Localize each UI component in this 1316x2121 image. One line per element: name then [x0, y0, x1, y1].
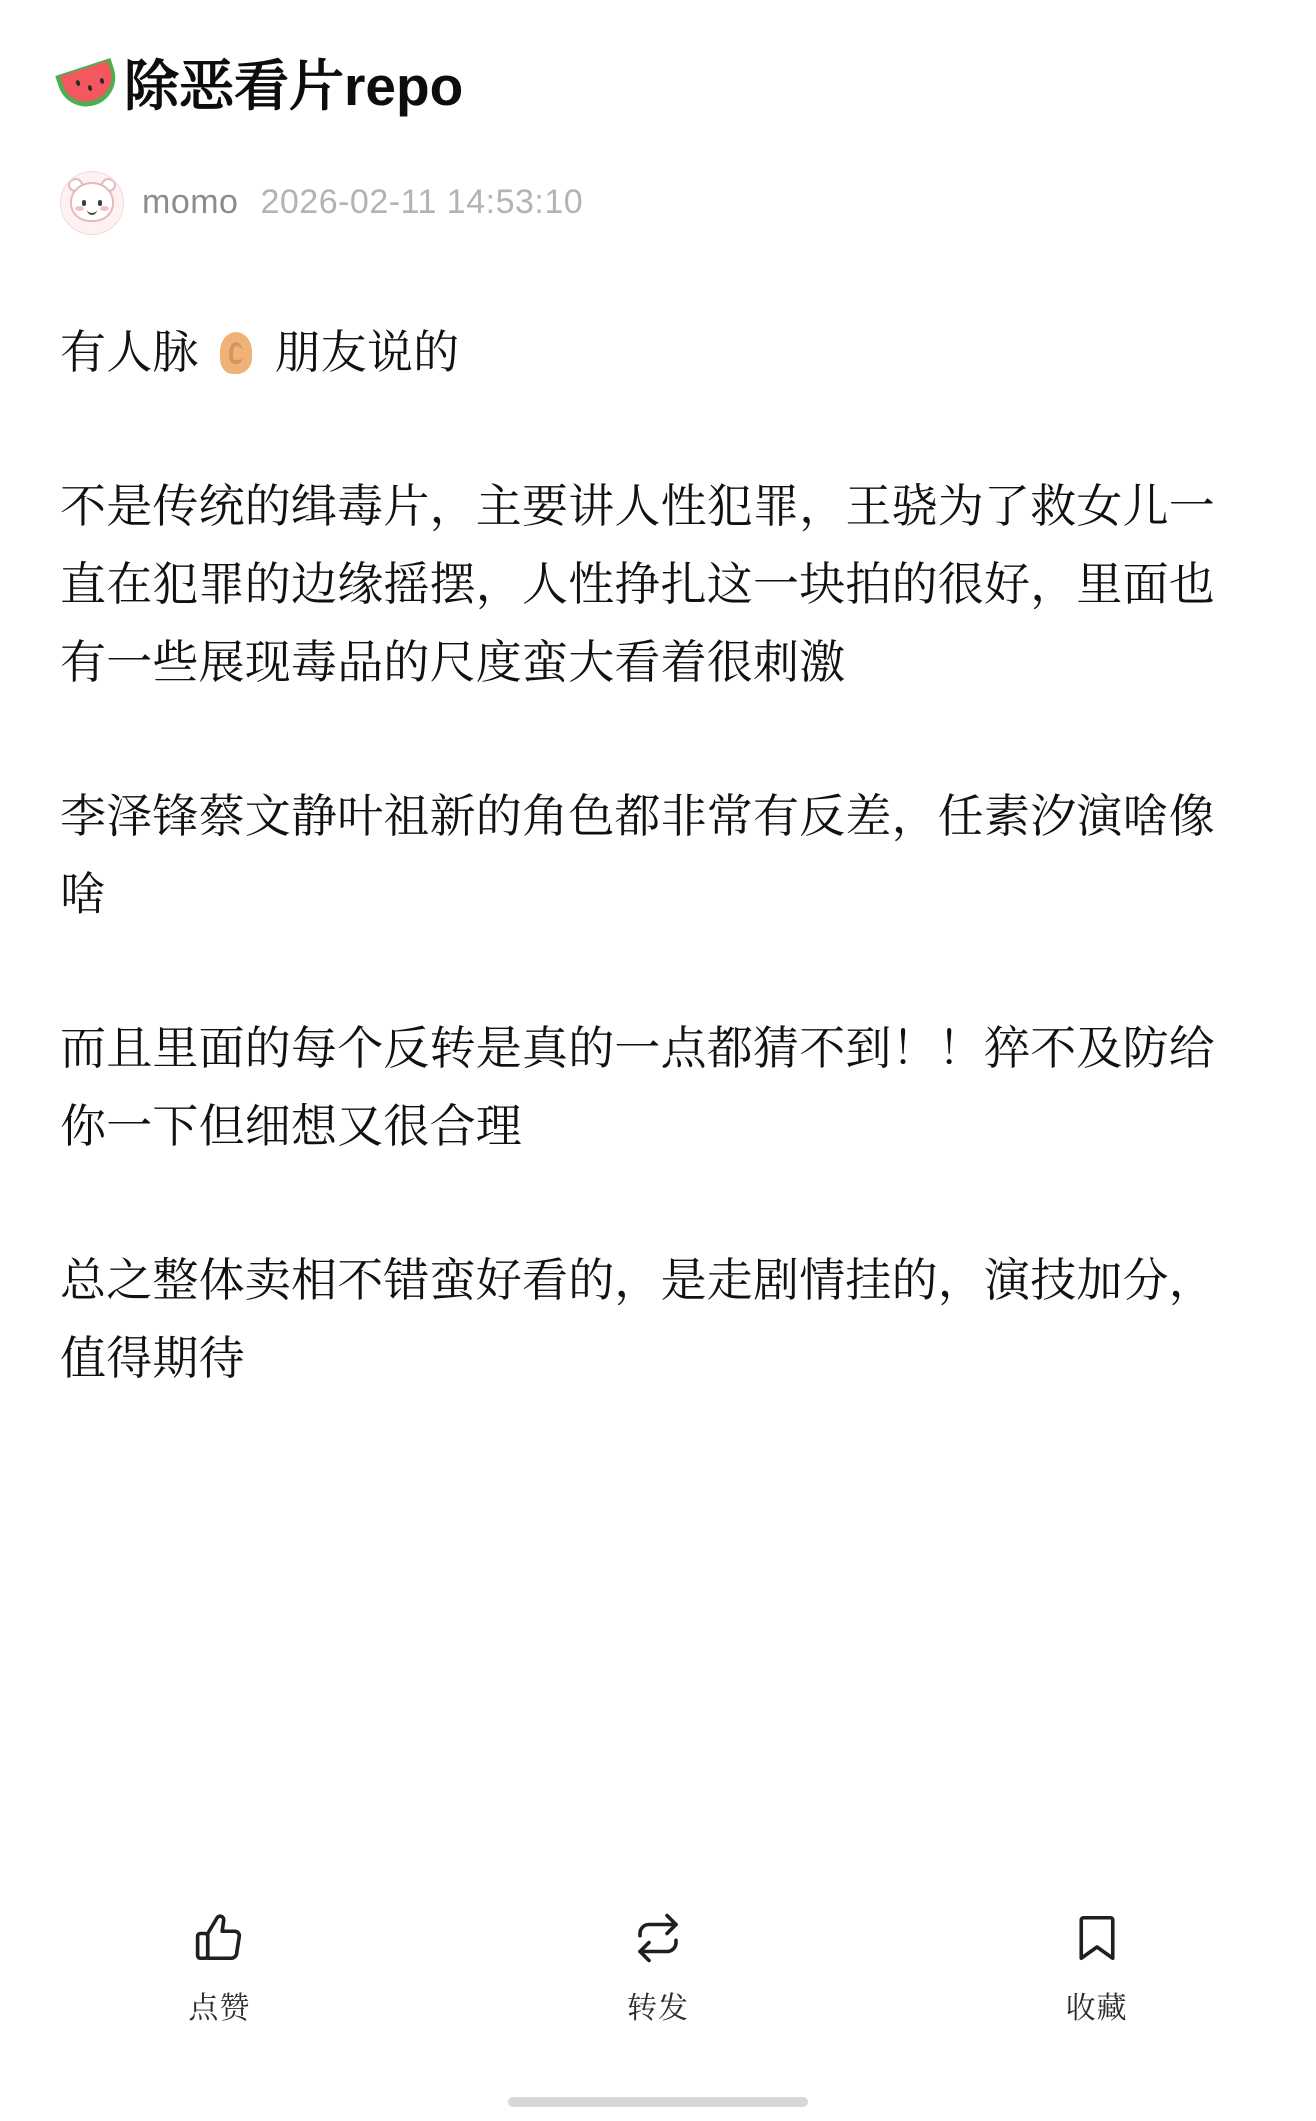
post-timestamp: 2026-02-11 14:53:10 [260, 183, 584, 222]
paragraph-4: 而且里面的每个反转是真的一点都猜不到！！猝不及防给你一下但细想又很合理 [60, 1021, 1215, 1152]
paragraph-1-post: 朋友说的 [274, 325, 460, 378]
like-button[interactable] [99, 1909, 339, 2027]
paragraph-1-pre: 有人脉 [60, 325, 199, 378]
bookmark-icon [1070, 1909, 1124, 1967]
author-name[interactable]: momo [142, 183, 239, 222]
bookmark-button[interactable] [977, 1909, 1217, 2027]
like-label: 点赞 [188, 1992, 251, 2025]
paragraph-3: 李泽锋蔡文静叶祖新的角色都非常有反差，任素汐演啥像啥 [60, 789, 1215, 920]
page-title-text: 除恶看片repo [124, 55, 464, 117]
repost-icon [631, 1909, 685, 1967]
repost-button[interactable] [538, 1909, 778, 2027]
post-body [60, 313, 1256, 1397]
avatar[interactable] [60, 171, 124, 235]
paragraph-5: 总之整体卖相不错蛮好看的，是走剧情挂的，演技加分，值得期待 [60, 1253, 1215, 1384]
ear-icon [216, 330, 258, 376]
home-indicator [508, 2097, 808, 2107]
paragraph-2: 不是传统的缉毒片，主要讲人性犯罪，王骁为了救女儿一直在犯罪的边缘摇摆，人性挣扎这一块拍的很好，里面也有一些展现毒品的尺度蛮大看着很刺激 [60, 479, 1215, 688]
page-title [60, 52, 1256, 121]
bookmark-label: 收藏 [1065, 1992, 1128, 2025]
paragraph-1 [60, 313, 1256, 391]
watermelon-icon [60, 66, 118, 106]
thumbs-up-icon [192, 1909, 246, 1967]
repost-label: 转发 [626, 1992, 689, 2025]
action-bar [0, 1899, 1316, 2059]
post-meta [60, 171, 1256, 235]
